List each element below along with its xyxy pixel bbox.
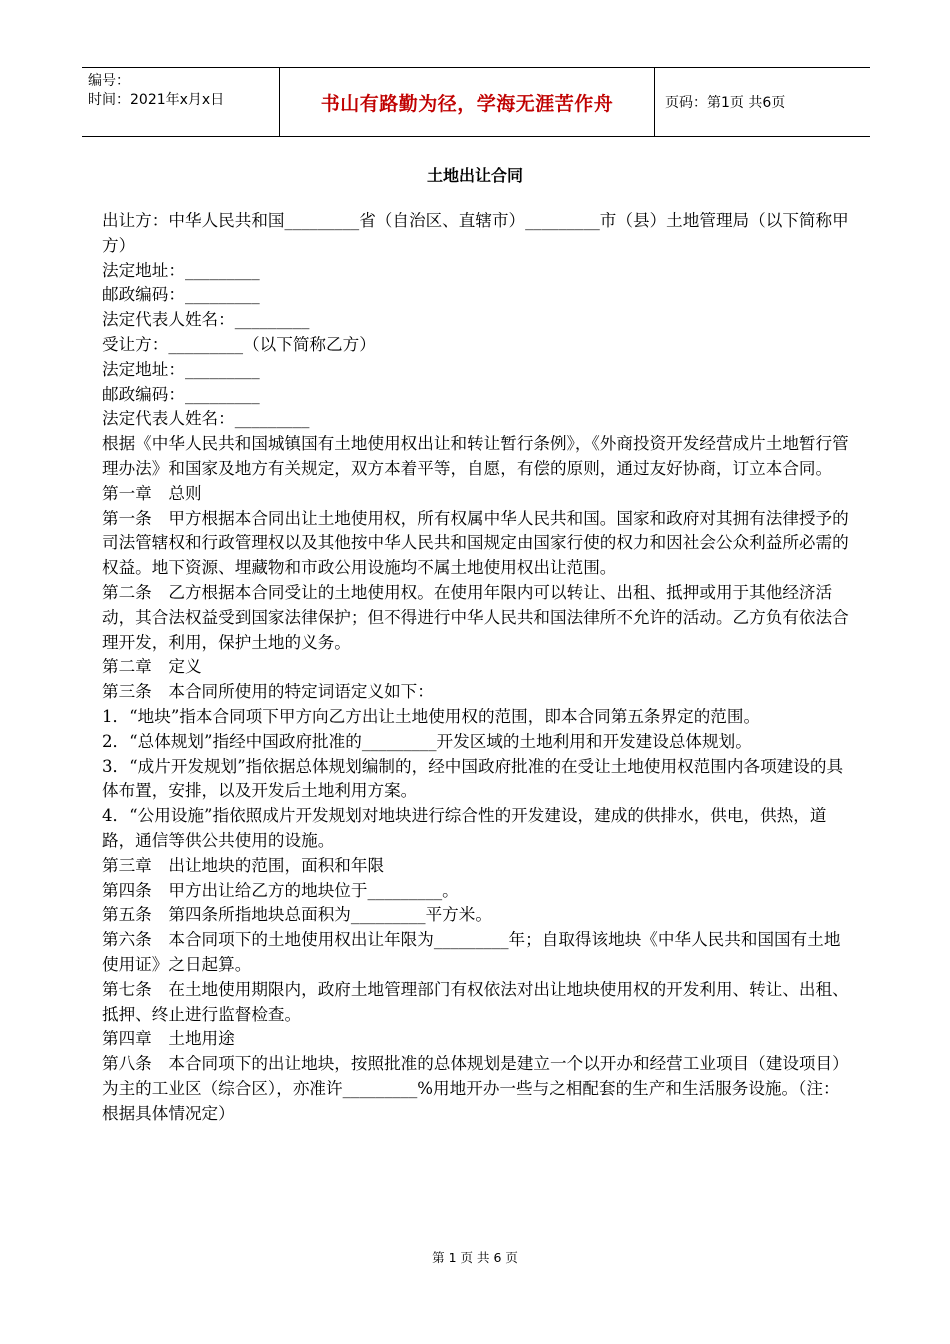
header-meta [82, 68, 280, 136]
document-body [102, 209, 854, 1126]
article: 第一条 甲方根据本合同出让土地使用权，所有权属中华人民共和国。国家和政府对其拥有法律授予的司法管辖权和行政管理权以及其他按中华人民共和国规定由国家行使的权力和因社会公众利益所必需的权益。地下资源、埋藏物和市政公用设施均不属土地使用权出让范围。 [102, 508, 849, 578]
list-item: 2．“总体规划”指经中国政府批准的_________开发区域的土地利用和开发建设总体规划。 [102, 731, 752, 751]
code-label: 编号： [88, 73, 130, 89]
paragraph: 法定代表人姓名：_________ [102, 409, 310, 429]
article: 第八条 本合同项下的出让地块，按照批准的总体规划是建立一个以开办和经营工业项目（建设项目）为主的工业区（综合区），亦准许_________%用地开办一些与之相配套的生产和生活服务设施。（注：根据具体情况定） [102, 1054, 849, 1123]
document-title: 土地出让合同 [426, 166, 523, 185]
chapter-heading: 第三章 出让地块的范围，面积和年限 [102, 855, 385, 875]
paragraph: 邮政编码：_________ [102, 285, 260, 305]
article: 第五条 第四条所指地块总面积为_________平方米。 [102, 905, 492, 925]
header-page-info: 页码：第1页 共6页 [665, 95, 786, 111]
list-item: 1．“地块”指本合同项下甲方向乙方出让土地使用权的范围，即本合同第五条界定的范围。 [102, 706, 761, 726]
paragraph: 根据《中华人民共和国城镇国有土地使用权出让和转让暂行条例》，《外商投资开发经营成片土地暂行管理办法》和国家及地方有关规定，双方本着平等，自愿，有偿的原则，通过友好协商，订立本合同。 [102, 434, 849, 478]
page-footer: 第 1 页 共 6 页 [432, 1250, 518, 1265]
article: 第七条 在土地使用期限内，政府土地管理部门有权依法对出让地块使用权的开发利用、转让、出租、抵押、终止进行监督检查。 [102, 979, 849, 1024]
paragraph: 法定地址：_________ [102, 359, 260, 379]
paragraph: 邮政编码：_________ [102, 384, 260, 404]
time-label: 时间：2021年x月x日 [88, 92, 225, 108]
chapter-heading: 第一章 总则 [102, 483, 202, 503]
article: 第六条 本合同项下的土地使用权出让年限为_________年；自取得该地块《中华人民共和国国有土地使用证》之日起算。 [102, 930, 841, 974]
chapter-heading: 第二章 定义 [102, 657, 202, 677]
article: 第三条 本合同所使用的特定词语定义如下： [102, 682, 434, 702]
article: 第四条 甲方出让给乙方的地块位于_________。 [102, 880, 459, 900]
page-header [82, 67, 870, 137]
article: 第二条 乙方根据本合同受让的土地使用权。在使用年限内可以转让、出租、抵押或用于其他经济活动，其合法权益受到国家法律保护；但不得进行中华人民共和国法律所不允许的活动。乙方负有依法合理开发，利用，保护土地的义务。 [102, 582, 849, 652]
list-item: 4．“公用设施”指依照成片开发规划对地块进行综合性的开发建设，建成的供排水，供电，供热，道路，通信等供公共使用的设施。 [102, 806, 827, 850]
header-slogan: 书山有路勤为径，学海无涯苦作舟 [280, 68, 655, 136]
paragraph: 法定代表人姓名：_________ [102, 310, 310, 330]
list-item: 3．“成片开发规划”指依据总体规划编制的，经中国政府批准的在受让土地使用权范围内各项建设的具体布置，安排，以及开发后土地利用方案。 [102, 756, 844, 801]
chapter-heading: 第四章 土地用途 [102, 1029, 235, 1049]
paragraph: 法定地址：_________ [102, 260, 260, 280]
paragraph: 出让方：中华人民共和国_________省（自治区、直辖市）_________市（县）土地管理局（以下简称甲方） [102, 211, 849, 255]
paragraph: 受让方：_________（以下简称乙方） [102, 334, 376, 354]
